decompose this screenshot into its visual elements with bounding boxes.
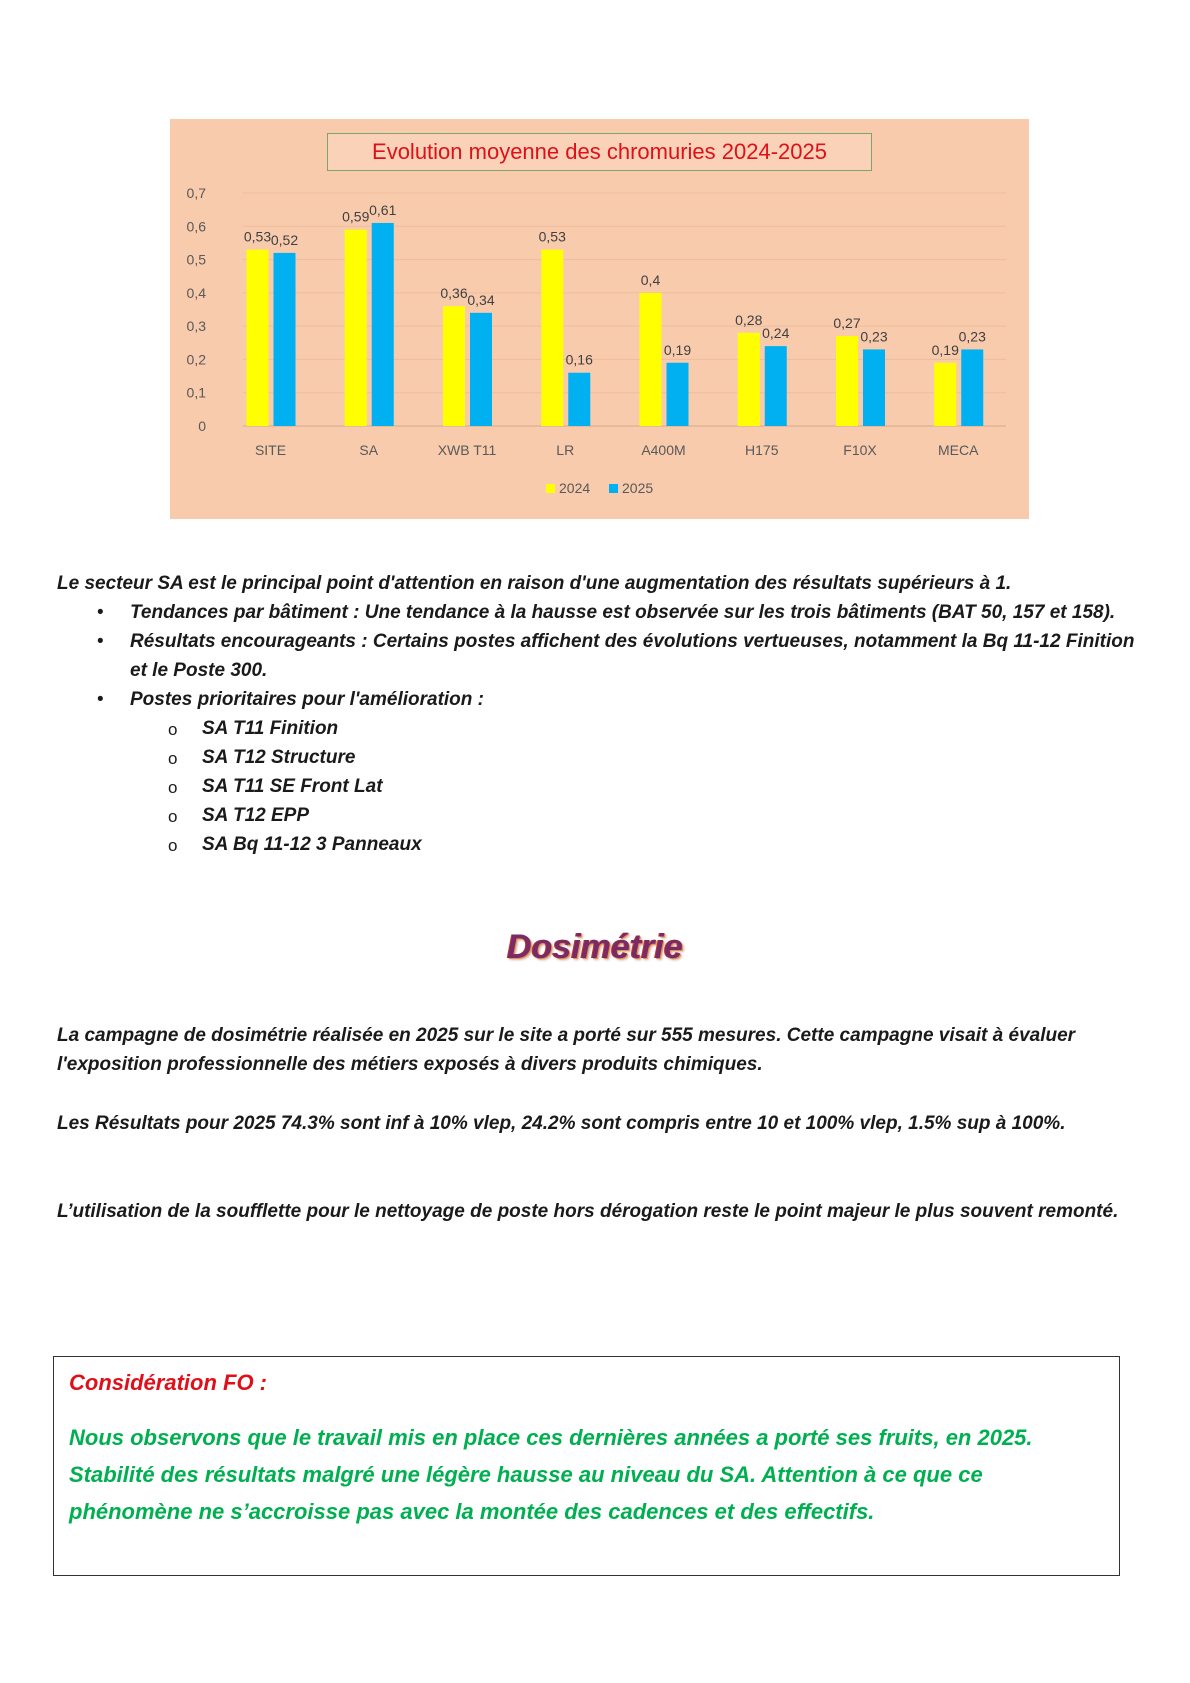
sub-bullet-marker: o xyxy=(168,836,178,855)
bullet-text: Postes prioritaires pour l'amélioration : xyxy=(130,689,484,710)
bar-2025-sa xyxy=(372,223,394,426)
legend-label: 2024 xyxy=(559,480,591,496)
data-label: 0,27 xyxy=(833,315,861,332)
bar-2024-a400m xyxy=(640,293,662,426)
sub-list-item xyxy=(57,772,1147,801)
bullet-list xyxy=(57,598,1147,714)
sub-list-item xyxy=(57,801,1147,830)
data-label: 0,53 xyxy=(538,228,566,245)
priority-post-text: SA T11 SE Front Lat xyxy=(202,776,383,797)
bar-2025-lr xyxy=(568,373,590,426)
bullet-text: Résultats encourageants : Certains postes affichent des évolutions vertueuses, notamment la Bq 11-12 Finition et le Poste 300. xyxy=(130,631,1135,681)
paragraph-text: L’utilisation de la soufflette pour le nettoyage de poste hors dérogation reste le point majeur le plus souvent remonté. xyxy=(57,1201,1119,1222)
bar-2025-site xyxy=(274,253,296,426)
paragraph-text: La campagne de dosimétrie réalisée en 2025 sur le site a porté sur 555 mesures. Cette campagne visait à évaluer l'exposition professionnelle des métiers exposés à divers produits chimiques. xyxy=(57,1025,1076,1075)
x-category-label: SITE xyxy=(254,442,287,458)
list-item xyxy=(57,627,1147,685)
y-tick-label: 0,5 xyxy=(186,251,206,268)
fo-consideration-box xyxy=(53,1356,1120,1576)
priority-post-text: SA T12 EPP xyxy=(202,805,310,826)
bullet-text: Tendances par bâtiment : Une tendance à la hausse est observée sur les trois bâtiments (BAT 50, 157 et 158). xyxy=(130,602,1116,623)
bar-2025-a400m xyxy=(667,363,689,426)
legend-label: 2025 xyxy=(622,480,654,496)
section-heading-dosimetrie: Dosimétrie xyxy=(507,928,683,966)
bar-2025-meca xyxy=(961,349,983,426)
chart-panel xyxy=(170,119,1029,519)
bar-2025-xwb-t11 xyxy=(470,313,492,426)
y-tick-label: 0,1 xyxy=(186,384,206,401)
x-category-label: SA xyxy=(359,442,379,458)
data-label: 0,28 xyxy=(735,311,763,328)
y-tick-label: 0 xyxy=(198,418,206,434)
priority-post-text: SA T12 Structure xyxy=(202,747,356,768)
bar-2024-xwb-t11 xyxy=(443,306,465,426)
data-label: 0,61 xyxy=(369,201,397,218)
legend-swatch-2025 xyxy=(609,484,618,493)
data-label: 0,23 xyxy=(958,328,986,345)
bar-2024-sa xyxy=(345,230,367,426)
bar-chart xyxy=(170,119,1029,519)
x-category-label: LR xyxy=(556,442,575,458)
bar-2025-f10x xyxy=(863,349,885,426)
bar-2024-f10x xyxy=(836,336,858,426)
bullet-marker: • xyxy=(97,689,104,710)
sub-bullet-marker: o xyxy=(168,807,178,826)
data-label: 0,16 xyxy=(565,351,593,368)
data-label: 0,36 xyxy=(440,285,468,302)
data-label: 0,23 xyxy=(860,328,888,345)
data-label: 0,34 xyxy=(467,291,495,308)
data-label: 0,53 xyxy=(243,228,272,245)
sub-bullet-marker: o xyxy=(168,749,178,768)
x-category-label: MECA xyxy=(938,442,979,458)
x-category-label: F10X xyxy=(843,442,877,458)
summary-intro: Le secteur SA est le principal point d'attention en raison d'une augmentation des résultats supérieurs à 1. xyxy=(57,573,1012,594)
y-tick-label: 0,7 xyxy=(186,185,206,201)
fo-box-title: Considération FO : xyxy=(69,1370,267,1395)
summary-section xyxy=(57,569,1147,859)
data-label: 0,24 xyxy=(762,325,790,342)
priority-posts-list xyxy=(57,714,1147,859)
bar-2024-site xyxy=(247,250,269,426)
sub-list-item xyxy=(57,830,1147,859)
bullet-marker: • xyxy=(97,631,104,652)
data-label: 0,59 xyxy=(342,208,370,225)
sub-bullet-marker: o xyxy=(168,778,178,797)
y-tick-label: 0,3 xyxy=(186,318,206,335)
x-category-label: XWB T11 xyxy=(437,442,497,458)
y-tick-label: 0,4 xyxy=(186,284,206,301)
chart-title: Evolution moyenne des chromuries 2024-2025 xyxy=(327,133,872,171)
priority-post-text: SA T11 Finition xyxy=(202,718,339,739)
x-category-label: H175 xyxy=(745,442,779,458)
fo-box-text: Nous observons que le travail mis en place ces dernières années a porté ses fruits, en 2025. Stabilité des résultats malgré une légère hausse au niveau du SA. Attention à ce que ce phénomène ne s’accroisse pas avec la montée des cadences et des effectifs. xyxy=(69,1425,1033,1524)
legend-swatch-2024 xyxy=(546,484,555,493)
sub-list-item xyxy=(57,743,1147,772)
bar-2024-lr xyxy=(541,250,563,426)
y-tick-label: 0,6 xyxy=(186,218,206,235)
dosimetry-paragraph-1 xyxy=(57,1021,1147,1079)
data-label: 0,52 xyxy=(270,231,299,248)
dosimetry-paragraph-3 xyxy=(57,1197,1147,1226)
data-label: 0,19 xyxy=(663,341,692,358)
paragraph-text: Les Résultats pour 2025 74.3% sont inf à 10% vlep, 24.2% sont compris entre 10 et 100% vlep, 1.5% sup à 100%. xyxy=(57,1113,1066,1134)
data-label: 0,19 xyxy=(931,341,959,358)
bar-2024-h175 xyxy=(738,333,760,426)
bar-2024-meca xyxy=(934,363,956,426)
x-category-label: A400M xyxy=(641,442,686,458)
bar-2025-h175 xyxy=(765,346,787,426)
list-item xyxy=(57,598,1147,627)
data-label: 0,4 xyxy=(640,271,661,288)
sub-bullet-marker: o xyxy=(168,720,178,739)
priority-post-text: SA Bq 11-12 3 Panneaux xyxy=(202,834,422,855)
sub-list-item xyxy=(57,714,1147,743)
y-tick-label: 0,2 xyxy=(186,351,206,368)
list-item xyxy=(57,685,1147,714)
bullet-marker: • xyxy=(97,602,104,623)
dosimetry-paragraph-2 xyxy=(57,1109,1147,1138)
